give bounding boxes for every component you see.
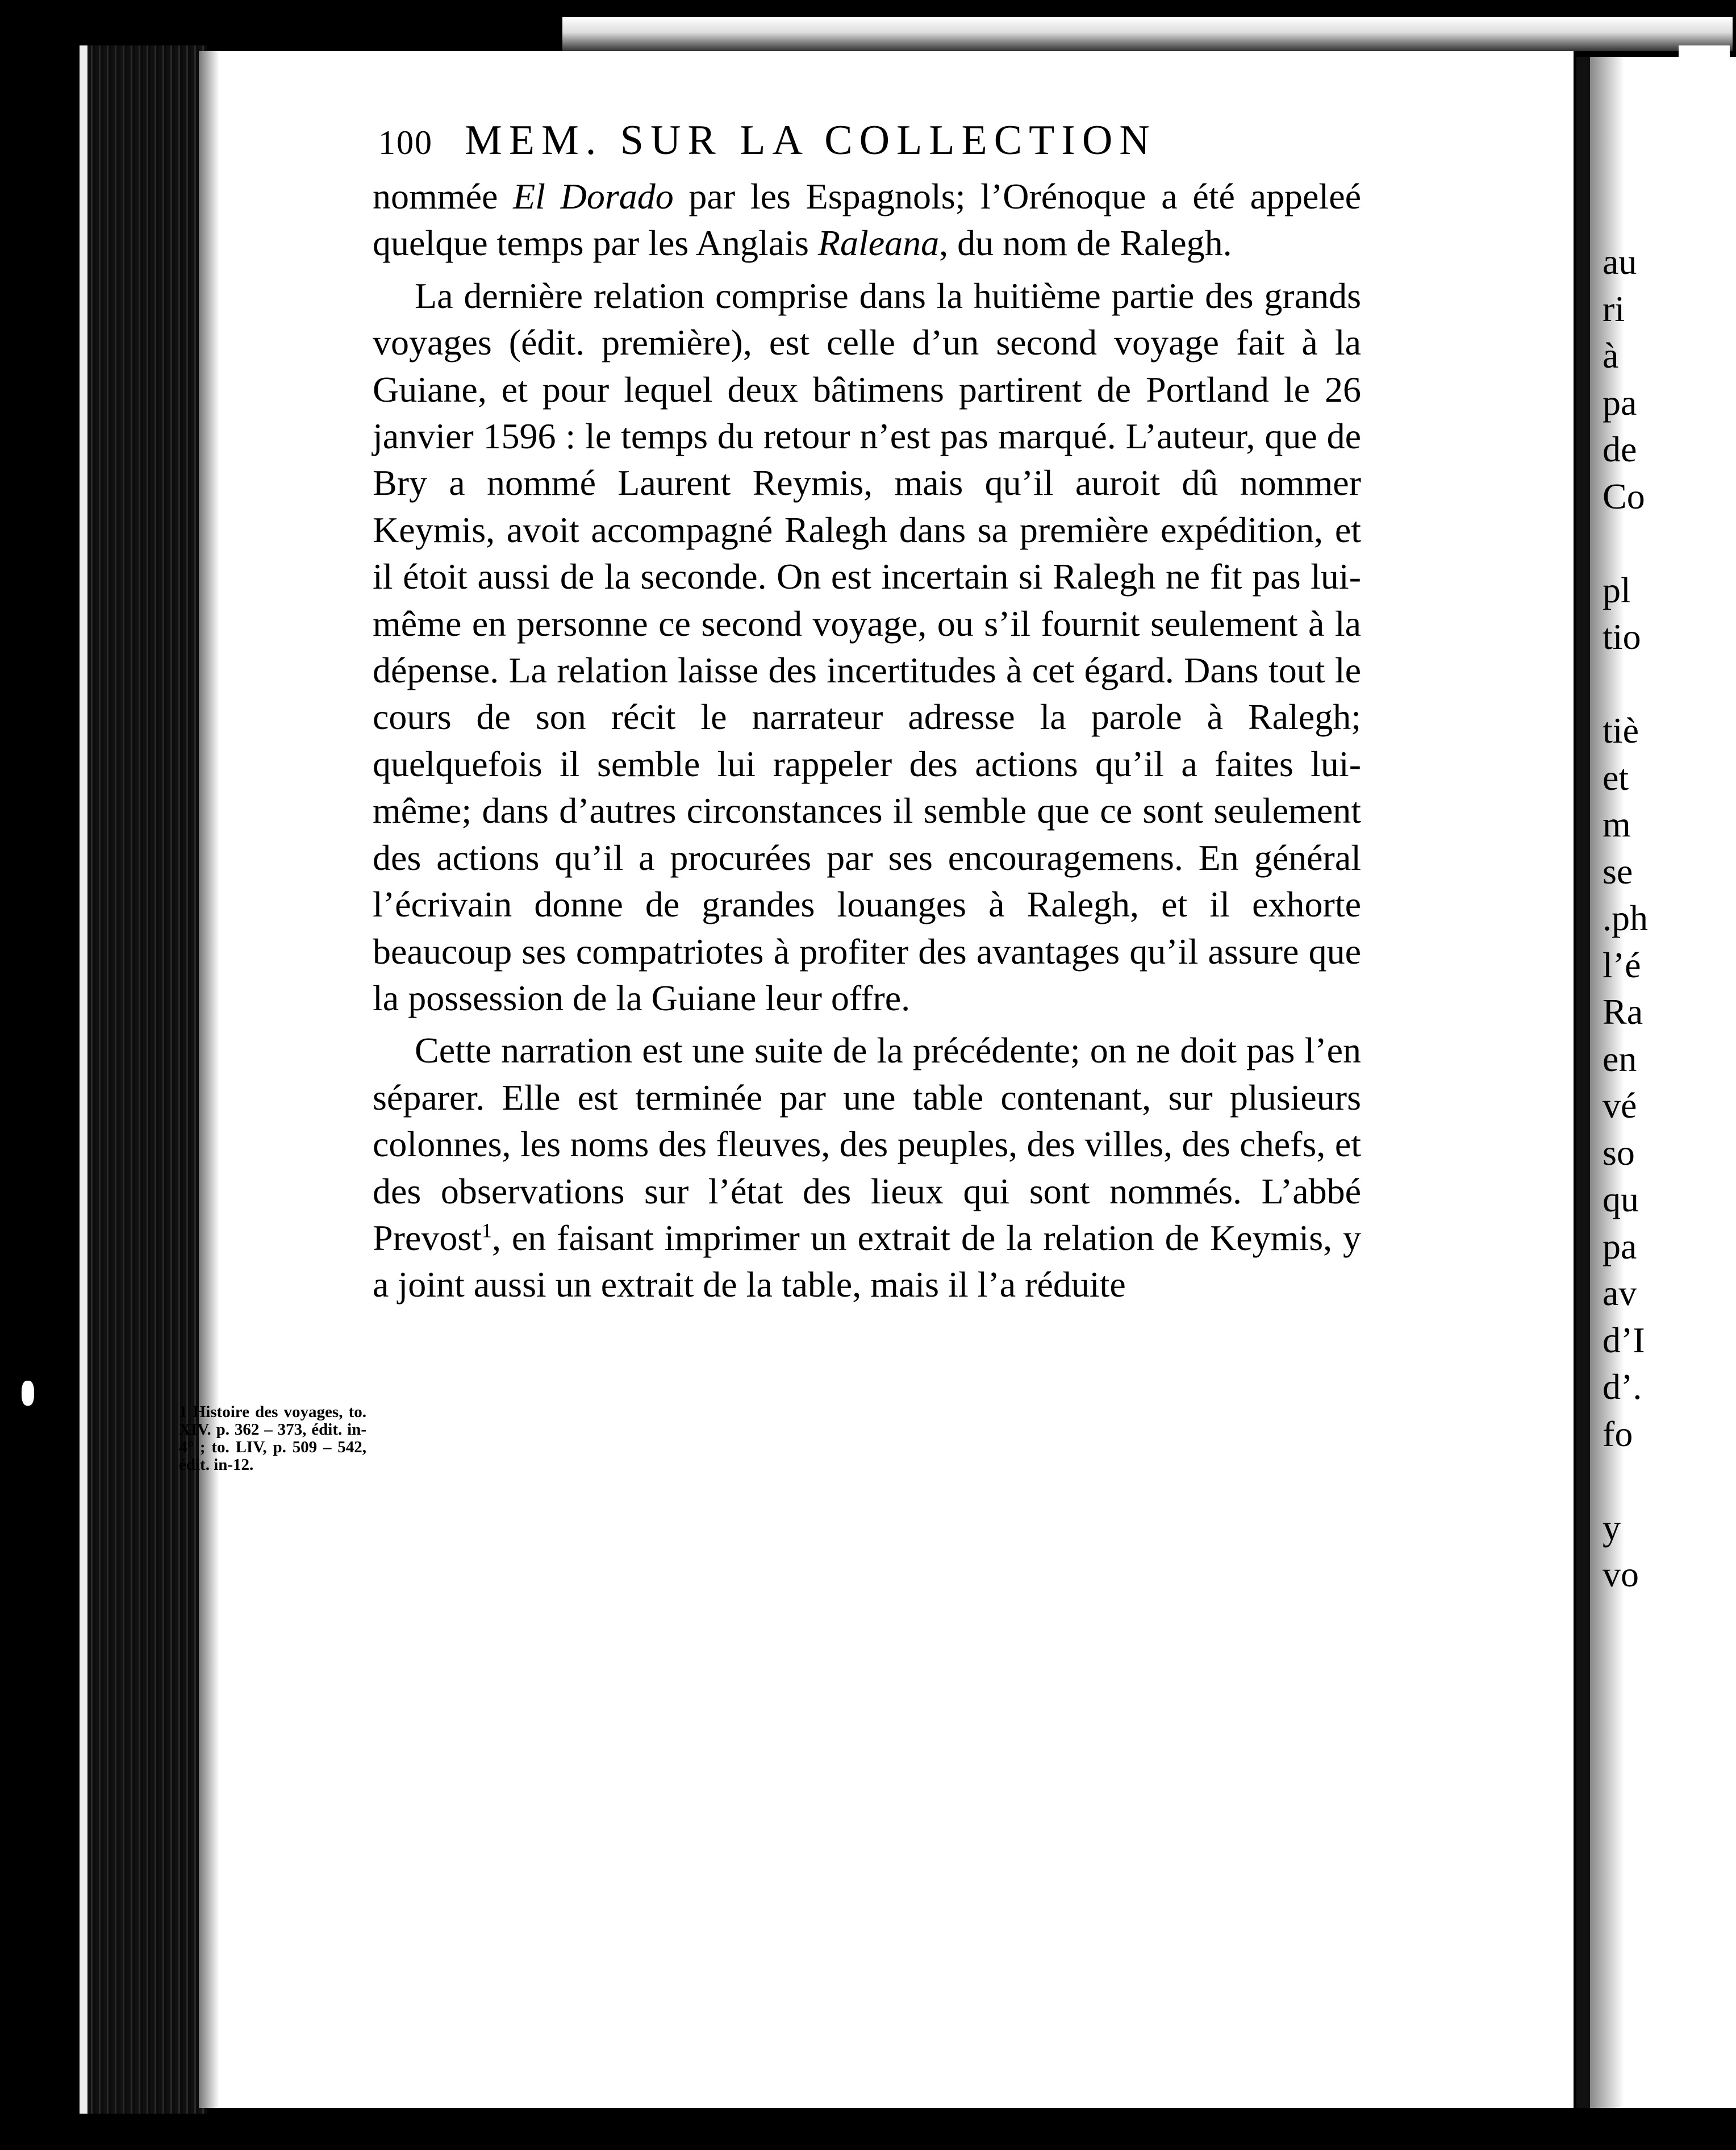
facing-line-fragment: d’. (1603, 1366, 1642, 1407)
facing-line-fragment (1603, 661, 1648, 708)
running-title: MEM. SUR LA COLLECTION (465, 117, 1157, 164)
facing-line-fragment: m (1603, 804, 1631, 844)
body-text (373, 173, 1361, 1309)
facing-line-fragment: vo (1603, 1554, 1639, 1594)
italic-el-dorado: El Dorado (513, 176, 674, 216)
facing-line-fragment: Ra (1603, 991, 1643, 1032)
page-gutter-shadow (199, 51, 219, 2108)
running-head (378, 116, 1389, 179)
facing-line-fragment: au (1603, 241, 1637, 282)
facing-line-fragment: .ph (1603, 898, 1648, 938)
scan-corner-marker (1679, 45, 1730, 125)
facing-line-fragment (1603, 520, 1648, 567)
facing-line-fragment: Co (1603, 476, 1645, 516)
paragraph-3: Cette narration est une suite de la précédente; on ne doit pas l’en séparer. Elle est terminée par une table contenant, sur plusieurs colonnes, les noms des fleuves, des peuples, des villes, des chefs, et des observations sur l’état des lieux qui sont nommés. L’abbé Prevost$^1$, en faisant imprimer un extrait de la relation de Keymis, y a joint aussi un extrait de la table, mais il l’a réduite (373, 1030, 1361, 1305)
facing-line-fragment: tiè (1603, 710, 1639, 751)
scan-fleck (22, 1381, 34, 1406)
facing-line-fragment: pl (1603, 569, 1631, 610)
facing-line-fragment: de (1603, 429, 1637, 469)
facing-line-fragment: et (1603, 757, 1629, 798)
footnote-marker: 1 (482, 1219, 492, 1242)
facing-line-fragment: se (1603, 851, 1633, 891)
footnote: 1 Histoire des voyages, to. XIV. p. 362 – 373, édit. in-4° ; to. LIV, p. 509 – 542, édit. in-12. (179, 1403, 366, 1474)
scan-top-strip (562, 17, 1733, 51)
facing-line-fragment: ri (1603, 288, 1625, 329)
facing-line-fragment: l’é (1603, 944, 1641, 985)
facing-line-fragment: en (1603, 1038, 1637, 1079)
facing-page (1576, 57, 1736, 2108)
page-number: 100 (378, 124, 433, 161)
facing-line-fragment: y (1603, 1507, 1621, 1548)
facing-line-fragment: vé (1603, 1085, 1637, 1126)
facing-line-fragment: av (1603, 1273, 1637, 1313)
facing-line-fragment: fo (1603, 1413, 1633, 1454)
facing-line-fragment: so (1603, 1132, 1635, 1173)
facing-line-fragment: à (1603, 335, 1619, 376)
facing-page-text (1603, 239, 1648, 1598)
paragraph-1: nommée El Dorado par les Espagnols; l’Orénoque a été appeleé quelque temps par les Anglais Raleana, du nom de Ralegh. (373, 176, 1362, 264)
facing-line-fragment: d’I (1603, 1319, 1645, 1360)
facing-line-fragment (1603, 1457, 1648, 1505)
facing-line-fragment: tio (1603, 616, 1641, 657)
paragraph-2: La dernière relation comprise dans la huitième partie des grands voyages (édit. première), est celle d’un second voyage fait à la Guiane, et pour lequel deux bâtimens partirent de Portland le 26 janvier 1596 : le temps du retour n’est pas marqué. L’auteur, que de Bry a nommé Laurent Reymis, mais qu’il auroit dû nommer Keymis, avoit accompagné Ralegh dans sa première expédition, et il étoit aussi de la seconde. On est incertain si Ralegh ne fit pas lui-même en personne ce second voyage, ou s’il fournit seulement à la dépense. La relation laisse des incertitudes à cet égard. Dans tout le cours de son récit le narrateur adresse la parole à Ralegh; quelquefois il semble lui rappeler des actions qu’il a faites lui-même; dans d’autres circonstances il semble que ce sont seulement des actions qu’il a procurées par ses encouragemens. En général l’écrivain donne de grandes louanges à Ralegh, et il exhorte beaucoup ses compatriotes à profiter des avantages qu’il assure que la possession de la Guiane leur offre. (373, 275, 1361, 1018)
facing-line-fragment: pa (1603, 382, 1637, 423)
italic-raleana: Raleana (817, 223, 940, 264)
facing-line-fragment: qu (1603, 1179, 1639, 1219)
book-spine (80, 45, 207, 2114)
facing-line-fragment: pa (1603, 1226, 1637, 1266)
